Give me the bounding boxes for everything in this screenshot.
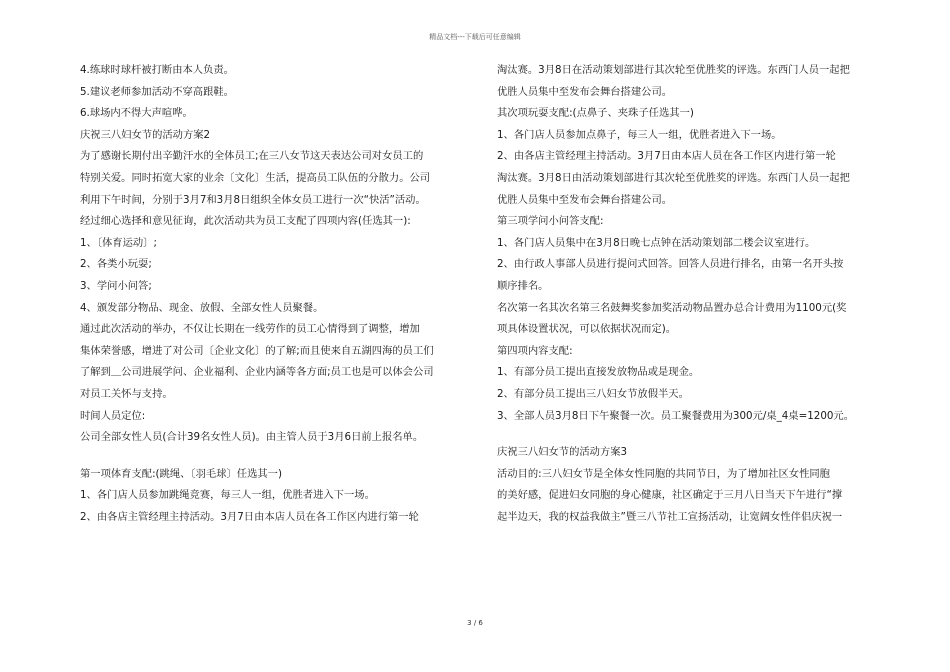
list-item: 2、各类小玩耍; (80, 258, 152, 271)
text-line: 公司全部女性人员(合计39名女性人员)。由主管人员于3月6日前上报名单。 (80, 431, 424, 444)
list-item: 2、由各店主管经理主持活动。3月7日由本店人员在各工作区内进行第一轮 (80, 510, 419, 523)
list-item: 3、全部人员3月8日下午聚餐一次。员工聚餐费用为300元/桌_4桌=1200元。 (497, 409, 855, 422)
page-header: 精品文档---下载后可任意编辑 (429, 33, 521, 41)
text-line: 集体荣誉感，增进了对公司〔企业文化〕的了解;而且使来自五湖四海的员工们 (80, 344, 434, 357)
text-line: 起半边天，我的权益我做主”暨三八节社工宣扬活动，让宽阔女性伴侣庆祝一 (497, 510, 843, 523)
text-line: 4.练球时球杆被打断由本人负责。 (80, 64, 234, 76)
list-item: 1、各门店人员集中在3月8日晚七点钟在活动策划部二楼会议室进行。 (497, 236, 816, 249)
text-line: 对员工关怀与支持。 (80, 387, 173, 400)
section-heading: 第四项内容支配: (497, 344, 573, 357)
text-line: 为了感谢长期付出辛勤汗水的全体员工;在三八女节这天表达公司对女员工的 (80, 150, 424, 163)
list-item: 2、有部分员工提出三八妇女节放假半天。 (497, 387, 689, 400)
list-item: 1、各门店人员参加跳绳竞赛，每三人一组，优胜者进入下一场。 (80, 489, 375, 502)
blank-gap (497, 427, 892, 442)
right-column (497, 60, 892, 528)
text-line: 的美好感，促进妇女同胞的身心健康，社区确定于三月八日当天下午进行“撑 (497, 489, 843, 502)
text-line: 优胜人员集中至发布会舞台搭建公司。 (497, 85, 673, 98)
text-line: 活动目的:三八妇女节是全体女性同胞的共同节日，为了增加社区女性同胞 (497, 467, 830, 480)
text-line: 名次第一名其次名第三名鼓舞奖参加奖活动物品置办总合计费用为1100元(奖 (497, 301, 847, 314)
text-line: 顺序排名。 (497, 279, 549, 292)
text-line: 特别关爱。同时拓宽大家的业余〔文化〕生活，提高员工队伍的分散力。公司 (80, 171, 431, 184)
list-item: 1、各门店人员参加点鼻子，每三人一组，优胜者进入下一场。 (497, 128, 782, 141)
text-line: 6.球场内不得大声喧哗。 (80, 107, 193, 120)
left-column (80, 60, 470, 528)
text-line: 时间人员定位: (80, 409, 146, 422)
text-line: 优胜人员集中至发布会舞台搭建公司。 (497, 193, 673, 206)
section-heading: 第三项学问小问答支配: (497, 215, 604, 228)
page-number: 3 / 6 (467, 619, 483, 627)
text-line: 了解到＿公司进展学问、企业福利、企业内涵等各方面;员工也是可以体会公司 (80, 366, 434, 379)
text-line: 经过细心选择和意见征询，此次活动共为员工支配了四项内容(任选其一): (80, 215, 411, 228)
list-item: 4、颁发部分物品、现金、放假、全部女性人员聚餐。 (80, 301, 324, 314)
section-title: 庆祝三八妇女节的活动方案2 (80, 128, 211, 141)
text-line: 项具体设置状况，可以依据状况而定)。 (497, 323, 677, 336)
list-item: 2、由行政人事部人员进行提问式回答。回答人员进行排名，由第一名开头按 (497, 258, 844, 271)
text-line: 通过此次活动的举办，不仅让长期在一线劳作的员工心情得到了调整，增加 (80, 323, 420, 336)
list-item: 1、〔体育运动〕; (80, 236, 157, 249)
blank-gap (80, 449, 470, 464)
text-line: 利用下午时间，分别于3月7和3月8日组织全体女员工进行一次“快活”活动。 (80, 193, 426, 206)
section-heading: 其次项玩耍支配:(点鼻子、夹珠子任选其一) (497, 107, 694, 120)
section-heading: 第一项体育支配:(跳绳、〔羽毛球〕任选其一) (80, 467, 282, 480)
list-item: 2、由各店主管经理主持活动。3月7日由本店人员在各工作区内进行第一轮 (497, 150, 836, 163)
text-line: 淘汰赛。3月8日由活动策划部进行其次轮至优胜奖的评选。东西门人员一起把 (497, 171, 850, 184)
text-line: 5.建议老师参加活动不穿高跟鞋。 (80, 85, 234, 98)
section-title: 庆祝三八妇女节的活动方案3 (497, 446, 628, 459)
list-item: 3、学问小问答; (80, 279, 152, 292)
list-item: 1、有部分员工提出直接发放物品或是现金。 (497, 366, 700, 379)
text-line: 淘汰赛。3月8日在活动策划部进行其次轮至优胜奖的评选。东西门人员一起把 (497, 64, 850, 76)
